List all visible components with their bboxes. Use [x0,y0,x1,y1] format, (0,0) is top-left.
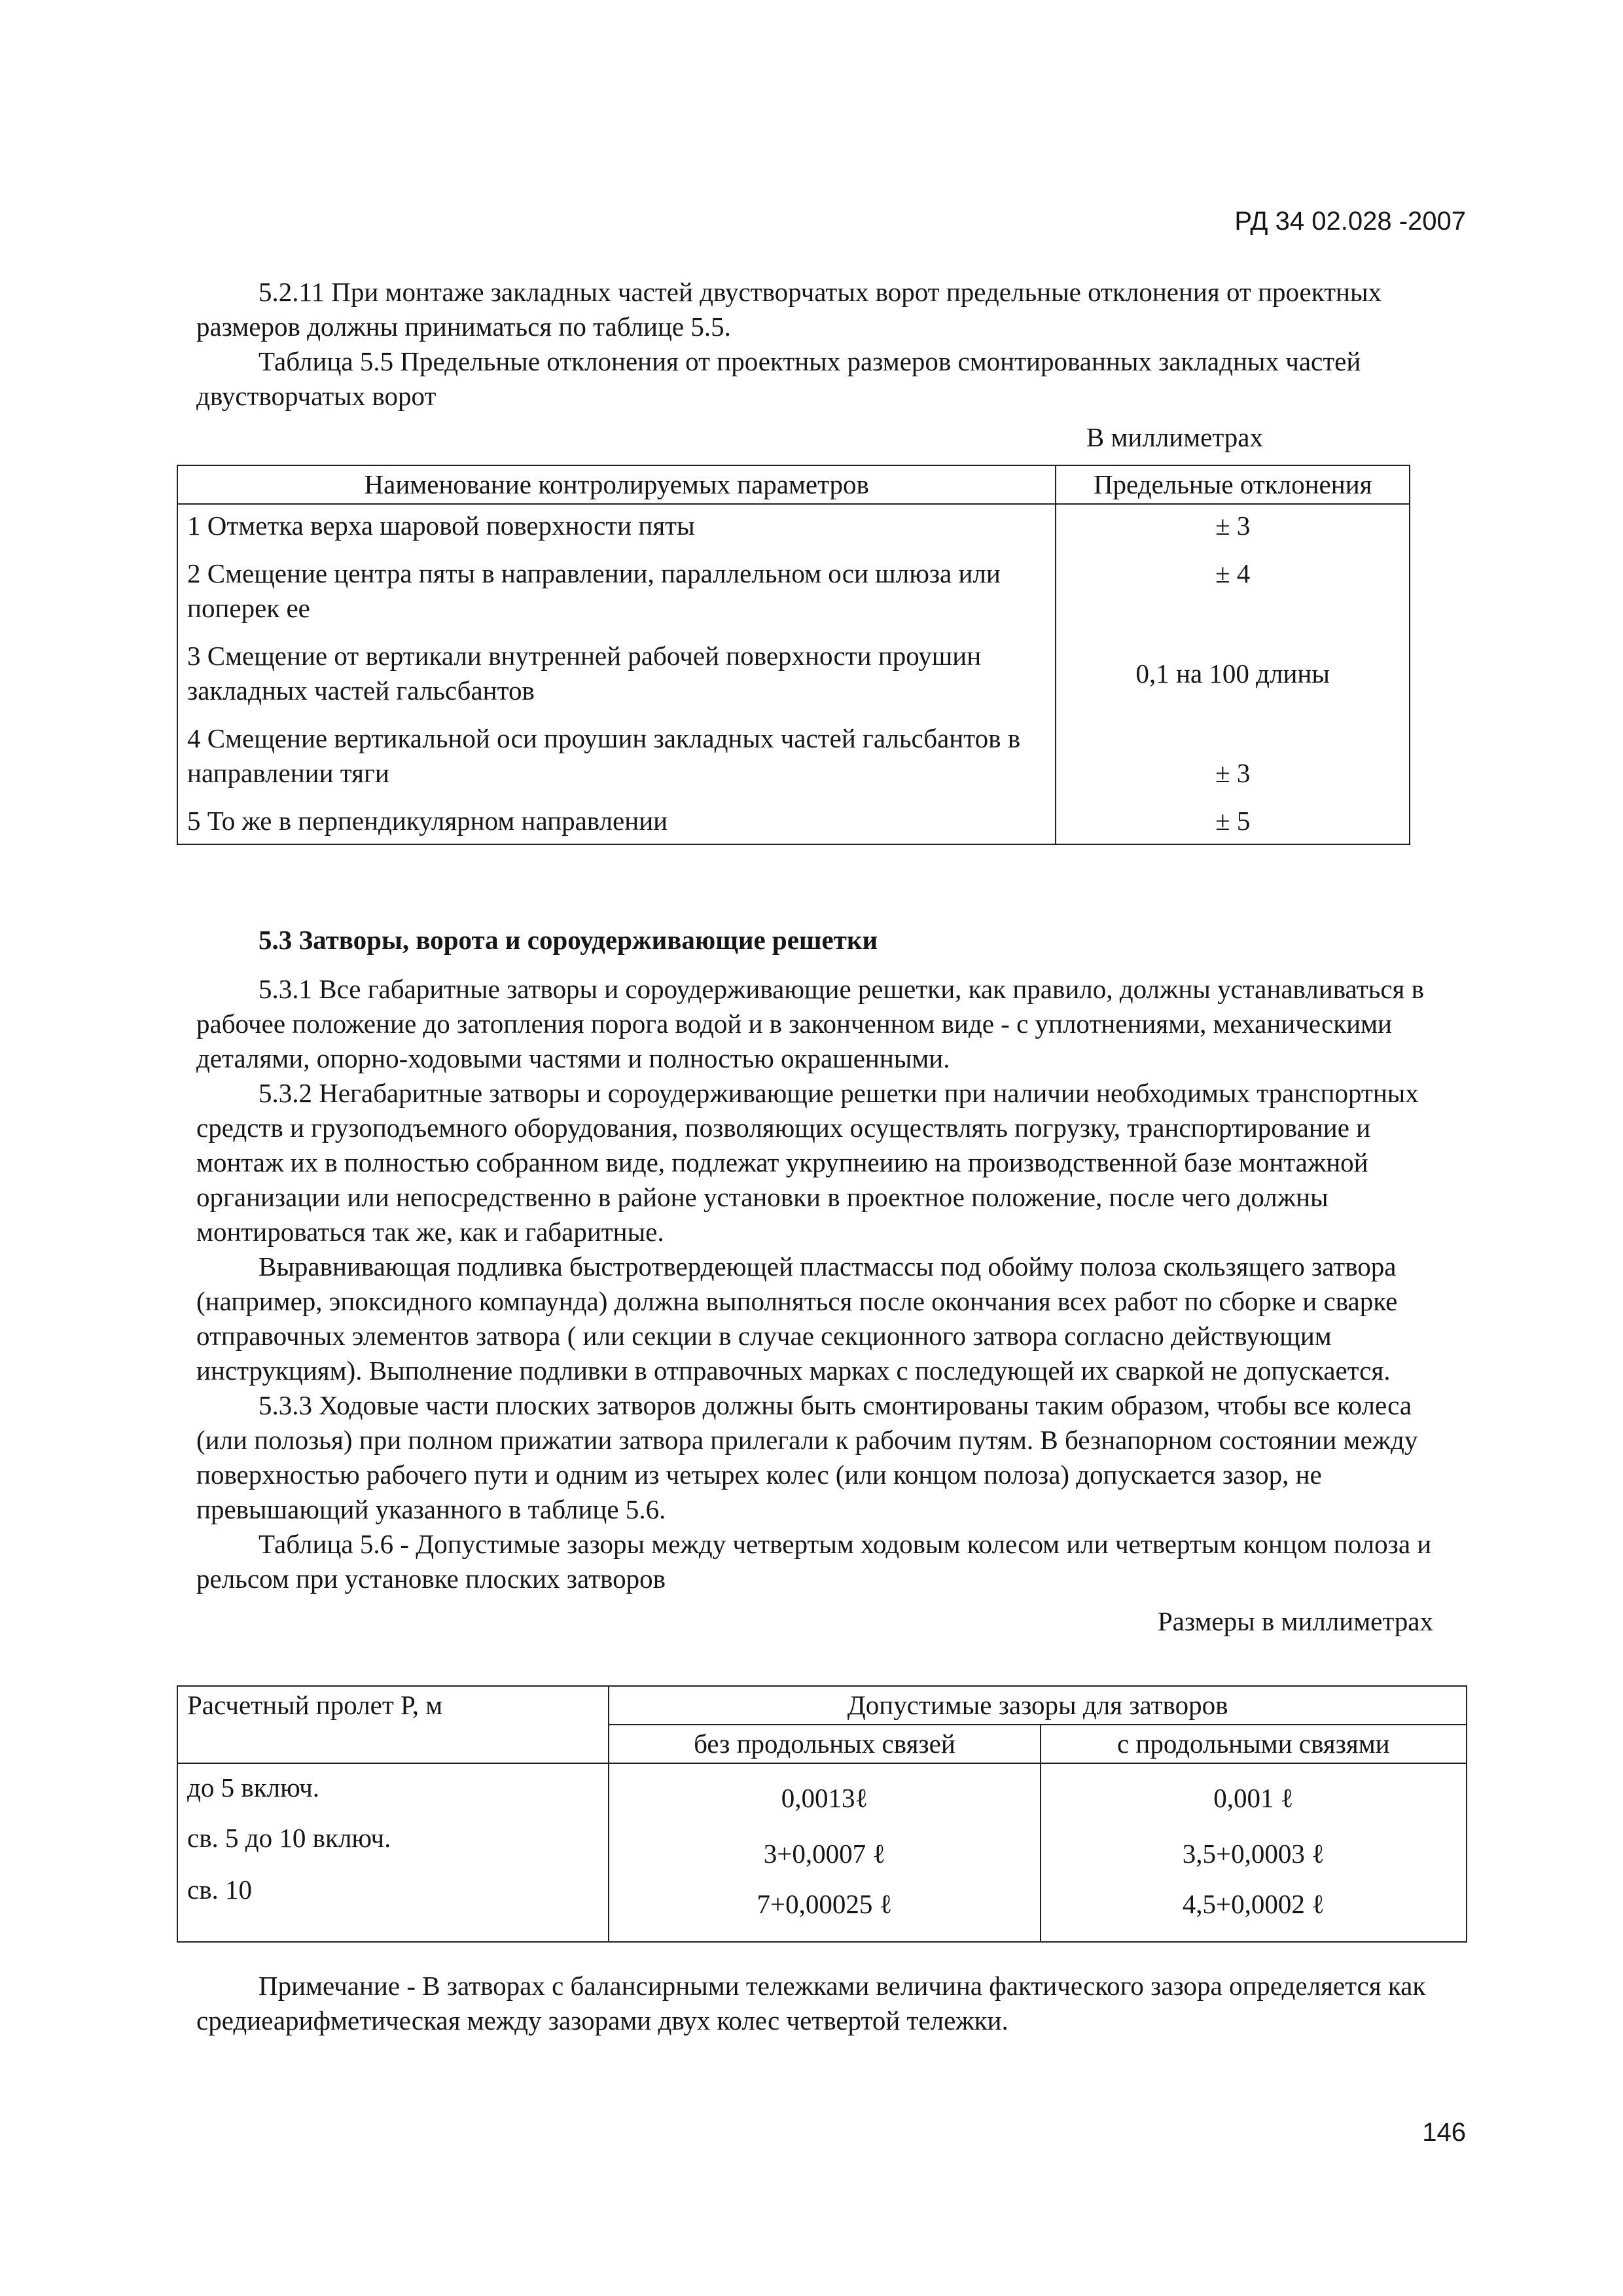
table-5-5-cell-value: ± 5 [1056,792,1410,844]
table-5-5-cell-param: 1 Отметка верха шаровой поверхности пяты [177,504,1056,545]
table-5-5-cell-param: 2 Смещение центра пяты в направлении, параллельном оси шлюза или поперек ее [177,545,1056,627]
table-row [177,1763,1467,1817]
table-5-5-cell-value: 0,1 на 100 длины [1056,627,1410,709]
section-5-3 [196,923,1433,1639]
table-5-6-cell-with-links: 0,001 ℓ [1041,1763,1467,1817]
table-5-5-header-param: Наименование контролируемых параметров [177,465,1056,504]
table-row [177,1817,1467,1873]
table-row [177,545,1410,627]
table-row [177,504,1410,545]
table-5-6-cell-no-links: 7+0,00025 ℓ [609,1873,1040,1942]
table-5-6-header-span: Расчетный пролет Р, м [177,1686,609,1763]
paragraph-5-3-2: 5.3.2 Негабаритные затворы и сороудерживающие решетки при наличии необходимых транспортных средств и грузоподъемного оборудования, позволяющих осуществлять погрузку, транспортирование и монтаж их в полностью собранном виде, подлежат укрупнеиию на производственной базе монтажной организации или непосредственно в районе установки в проектное положение, после чего должны монтироваться так же, как и габаритные. [196,1078,1419,1247]
table-5-6-header-row [177,1686,1467,1725]
table-5-6-cell-no-links: 0,0013ℓ [609,1763,1040,1817]
table-5-5-header-row [177,465,1410,504]
table-5-6-cell-no-links: 3+0,0007 ℓ [609,1817,1040,1873]
table-5-6 [177,1685,1467,1943]
table-5-6-cell-span: св. 10 [177,1873,609,1942]
table-5-6-subheader-with-links: с продольными связями [1041,1725,1467,1763]
table-5-6-cell-with-links: 3,5+0,0003 ℓ [1041,1817,1467,1873]
table-row [177,1873,1467,1942]
table-5-5-cell-value: ± 4 [1056,545,1410,627]
table-row [177,709,1410,792]
section-5-2-11 [196,275,1433,455]
table-5-6-note: Примечание - В затворах с балансирными тележками величина фактического зазора определяется как средиеарифметическая между зазорами двух колес четвертой тележки. [196,1971,1426,2036]
note-block [196,1969,1433,2038]
table-5-5-header-value: Предельные отклонения [1056,465,1410,504]
table-5-5-cell-param: 5 То же в перпендикулярном направлении [177,792,1056,844]
table-5-6-header-group: Допустимые зазоры для затворов [609,1686,1467,1725]
paragraph-5-2-11: 5.2.11 При монтаже закладных частей двустворчатых ворот предельные отклонения от проектных размеров должны приниматься по таблице 5.5. [196,277,1382,342]
table-row [177,792,1410,844]
table-5-5-cell-value: ± 3 [1056,504,1410,545]
paragraph-5-3-3: 5.3.3 Ходовые части плоских затворов должны быть смонтированы таким образом, чтобы все колеса (или полозья) при полном прижатии затвора прилегали к рабочим путям. В безнапорном состоянии между поверхностью рабочего пути и одним из четырех колес (или концом полоза) допускается зазор, не превышающий указанного в таблице 5.6. [196,1390,1418,1524]
table-row [177,627,1410,709]
table-5-5-units: В миллиметрах [1086,422,1263,452]
table-5-6-caption: Таблица 5.6 - Допустимые зазоры между четвертым ходовым колесом или четвертым концом полоза и рельсом при установке плоских затворов [196,1529,1432,1594]
table-5-5-cell-param: 3 Смещение от вертикали внутренней рабочей поверхности проушин закладных частей гальсбантов [177,627,1056,709]
table-5-6-cell-span: до 5 включ. [177,1763,609,1817]
table-5-6-cell-with-links: 4,5+0,0002 ℓ [1041,1873,1467,1942]
section-5-3-title: 5.3 Затворы, ворота и сороудерживающие решетки [259,925,878,955]
paragraph-5-3-1: 5.3.1 Все габаритные затворы и сороудерживающие решетки, как правило, должны устанавливаться в рабочее положение до затопления порога водой и в законченном виде - с уплотнениями, механическими деталями, опорно-ходовыми частями и полностью окрашенными. [196,974,1424,1073]
table-5-5 [177,465,1410,845]
table-5-5-cell-param: 4 Смещение вертикальной оси проушин закладных частей гальсбантов в направлении тяги [177,709,1056,792]
table-5-6-cell-span: св. 5 до 10 включ. [177,1817,609,1873]
table-5-5-caption: Таблица 5.5 Предельные отклонения от проектных размеров смонтированных закладных частей двустворчатых ворот [196,346,1361,411]
paragraph-5-3-2-continued: Выравнивающая подливка быстротвердеющей пластмассы под обойму полоза скользящего затвора (например, эпоксидного компаунда) должна выполняться после окончания всех работ по сборке и сварке отправочных элементов затвора ( или секции в случае секционного затвора согласно действующим инструкциям). Выполнение подливки в отправочных марках с последующей их сваркой не допускается. [196,1251,1398,1386]
document-code: РД 34 02.028 -2007 [1234,207,1466,236]
table-5-5-cell-value: ± 3 [1056,709,1410,792]
page-number: 146 [1422,2118,1466,2147]
table-5-6-subheader-no-links: без продольных связей [609,1725,1040,1763]
table-5-6-units: Размеры в миллиметрах [1157,1606,1433,1636]
